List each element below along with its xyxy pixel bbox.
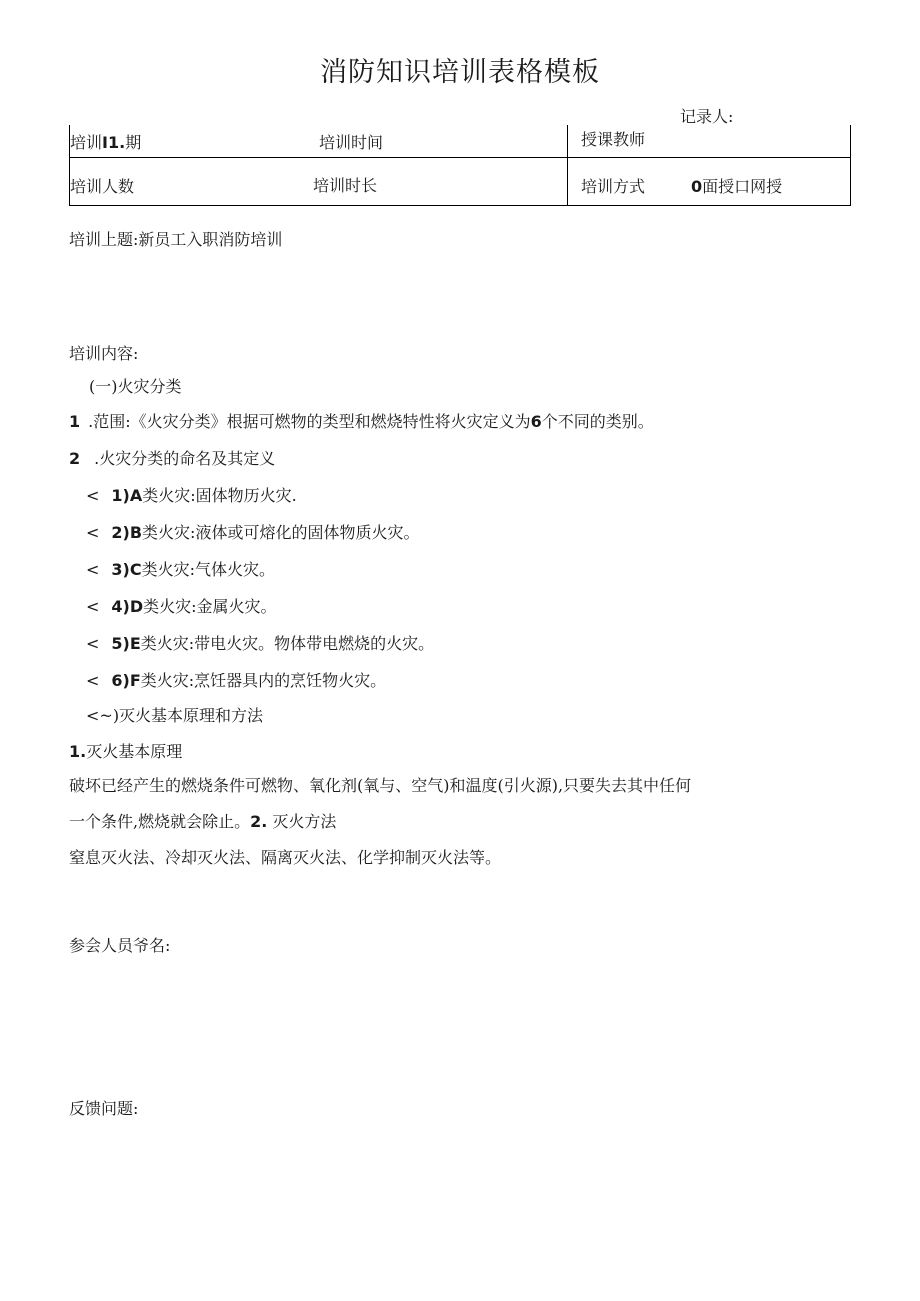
fire-class-list-item: < 5)E类火灾:带电火灾。物体带电燃烧的火灾。 <box>86 634 435 653</box>
principle-paragraph-line-2: 一个条件,燃烧就会除止。2. 灭火方法 <box>69 812 337 831</box>
recorder-label: 记录人: <box>680 107 734 126</box>
document-title: 消防知识培训表格模板 <box>320 57 600 88</box>
training-method-label: 培训方式 <box>581 177 646 196</box>
fire-class-list-item: < 6)F类火灾:烹饪器具内的烹饪物火灾。 <box>86 671 387 690</box>
info-table <box>69 125 851 206</box>
extinguishing-methods: 窒息灭火法、冷却灭火法、隔离灭火法、化学抑制灭火法等。 <box>69 848 502 867</box>
principle-heading: 1.灭火基本原理 <box>69 742 183 761</box>
section-extinguishing: <~)灭火基本原理和方法 <box>86 706 264 725</box>
fire-class-list-item: < 4)D类火灾:金属火灾。 <box>86 597 277 616</box>
section-fire-classification: (一)火灾分类 <box>89 377 182 396</box>
table-line-middle <box>69 157 851 158</box>
teacher-label: 授课教师 <box>581 130 646 149</box>
content-item-2: 2 .火灾分类的命名及其定义 <box>69 449 276 468</box>
training-topic: 培训上题:新员工入职消防培训 <box>69 230 283 249</box>
fire-class-list-item: < 1)A类火灾:固体物历火灾. <box>86 486 297 505</box>
training-date-label: 培训I1.期 <box>70 133 142 152</box>
table-line-divider <box>567 125 568 206</box>
training-time-label: 培训时间 <box>319 133 384 152</box>
table-line-right <box>850 125 851 206</box>
content-item-1: 1 .范围:《火灾分类》根据可燃物的类型和燃烧特性将火灾定义为6个不同的类别。 <box>69 412 654 431</box>
training-count-label: 培训人数 <box>70 177 135 196</box>
principle-paragraph-line-1: 破坏已经产生的燃烧条件可燃物、氧化剂(氧与、空气)和温度(引火源),只要失去其中任何 <box>69 776 692 795</box>
attendees-signature-label: 参会人员爷名: <box>69 936 171 955</box>
table-line-bottom <box>69 205 851 206</box>
training-duration-label: 培训时长 <box>313 176 378 195</box>
fire-class-list-item: < 3)C类火灾:气体火灾。 <box>86 560 275 579</box>
feedback-label: 反馈问题: <box>69 1099 139 1118</box>
training-method-options: 0面授口网授 <box>691 177 783 196</box>
fire-class-list-item: < 2)B类火灾:液体或可熔化的固体物质火灾。 <box>86 523 420 542</box>
training-content-label: 培训内容: <box>69 344 139 363</box>
